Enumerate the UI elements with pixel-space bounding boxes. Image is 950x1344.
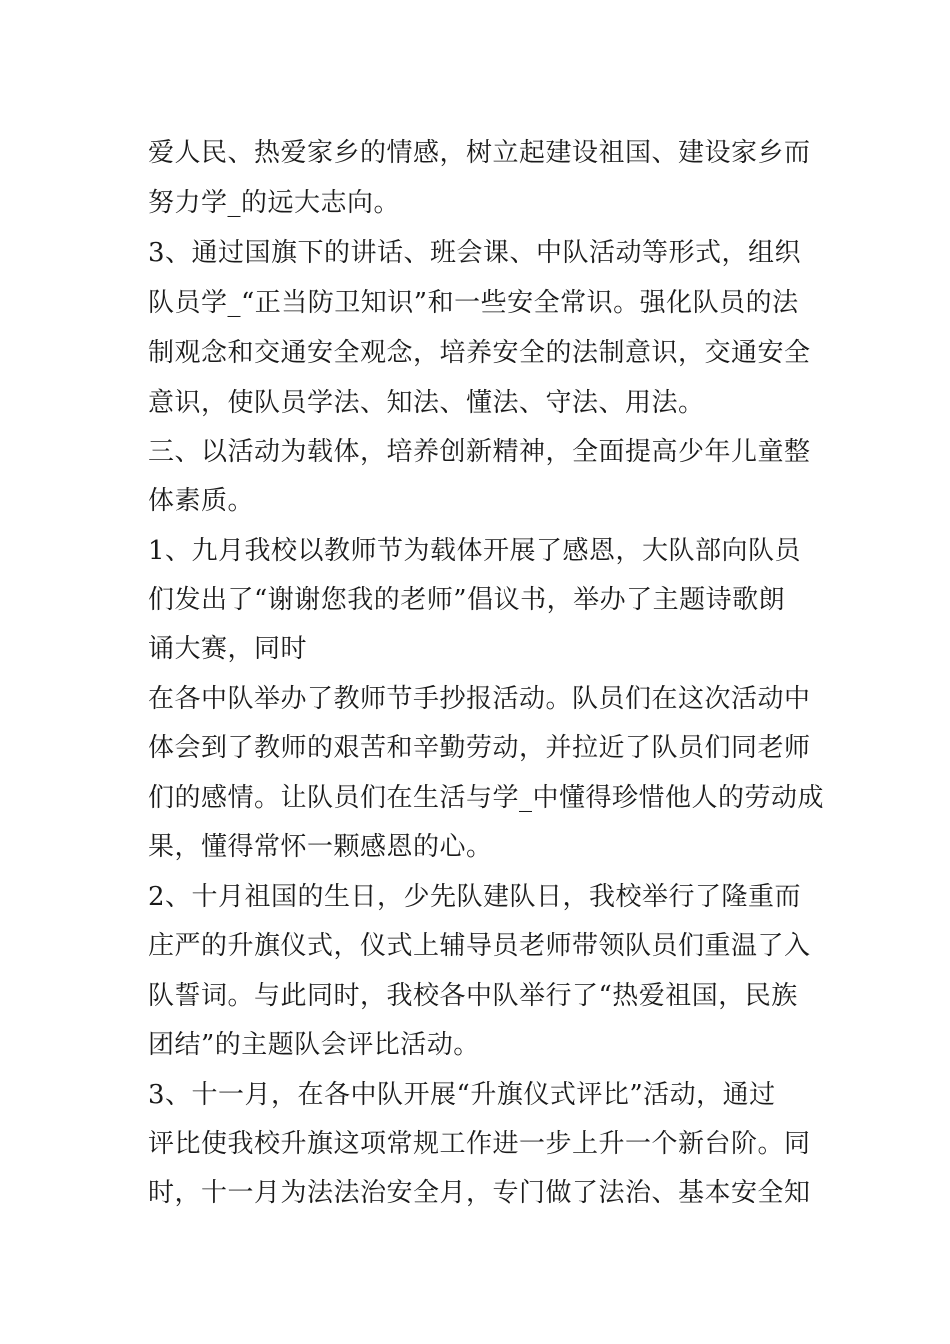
text-line: 诵大赛，同时: [148, 634, 308, 664]
text-line: 们的感情。让队员们在生活与学_中懂得珍惜他人的劳动成: [148, 783, 825, 813]
text-line: 体素质。: [148, 486, 255, 516]
text-line: 在各中队举办了教师节手抄报活动。队员们在这次活动中: [148, 684, 811, 714]
text-line: 果，懂得常怀一颗感恩的心。: [148, 832, 493, 862]
text-line: 评比使我校升旗这项常规工作进一步上升一个新台阶。同: [148, 1129, 811, 1159]
text-line: 2、十月祖国的生日，少先队建队日，我校举行了隆重而: [148, 882, 802, 912]
text-line: 体会到了教师的艰苦和辛勤劳动，并拉近了队员们同老师: [148, 733, 811, 763]
text-line: 队员学_“正当防卫知识”和一些安全常识。强化队员的法: [148, 288, 799, 318]
text-line: 3、通过国旗下的讲话、班会课、中队活动等形式，组织: [148, 238, 802, 268]
text-line: 3、十一月，在各中队开展“升旗仪式评比”活动，通过: [148, 1080, 776, 1110]
text-line: 1、九月我校以教师节为载体开展了感恩，大队部向队员: [148, 536, 802, 566]
text-line: 意识，使队员学法、知法、懂法、守法、用法。: [148, 388, 705, 418]
text-line: 团结”的主题队会评比活动。: [148, 1030, 480, 1060]
text-line: 们发出了“谢谢您我的老师”倡议书，举办了主题诗歌朗: [148, 585, 786, 615]
text-line: 三、以活动为载体，培养创新精神，全面提高少年儿童整: [148, 437, 811, 467]
text-line: 队誓词。与此同时，我校各中队举行了“热爱祖国，民族: [148, 981, 798, 1011]
text-line: 努力学_的远大志向。: [148, 188, 401, 218]
text-line: 庄严的升旗仪式，仪式上辅导员老师带领队员们重温了入: [148, 931, 811, 961]
text-line: 时，十一月为法法治安全月，专门做了法治、基本安全知: [148, 1178, 811, 1208]
text-line: 制观念和交通安全观念，培养安全的法制意识，交通安全: [148, 338, 811, 368]
text-line: 爱人民、热爱家乡的情感，树立起建设祖国、建设家乡而: [148, 138, 811, 168]
